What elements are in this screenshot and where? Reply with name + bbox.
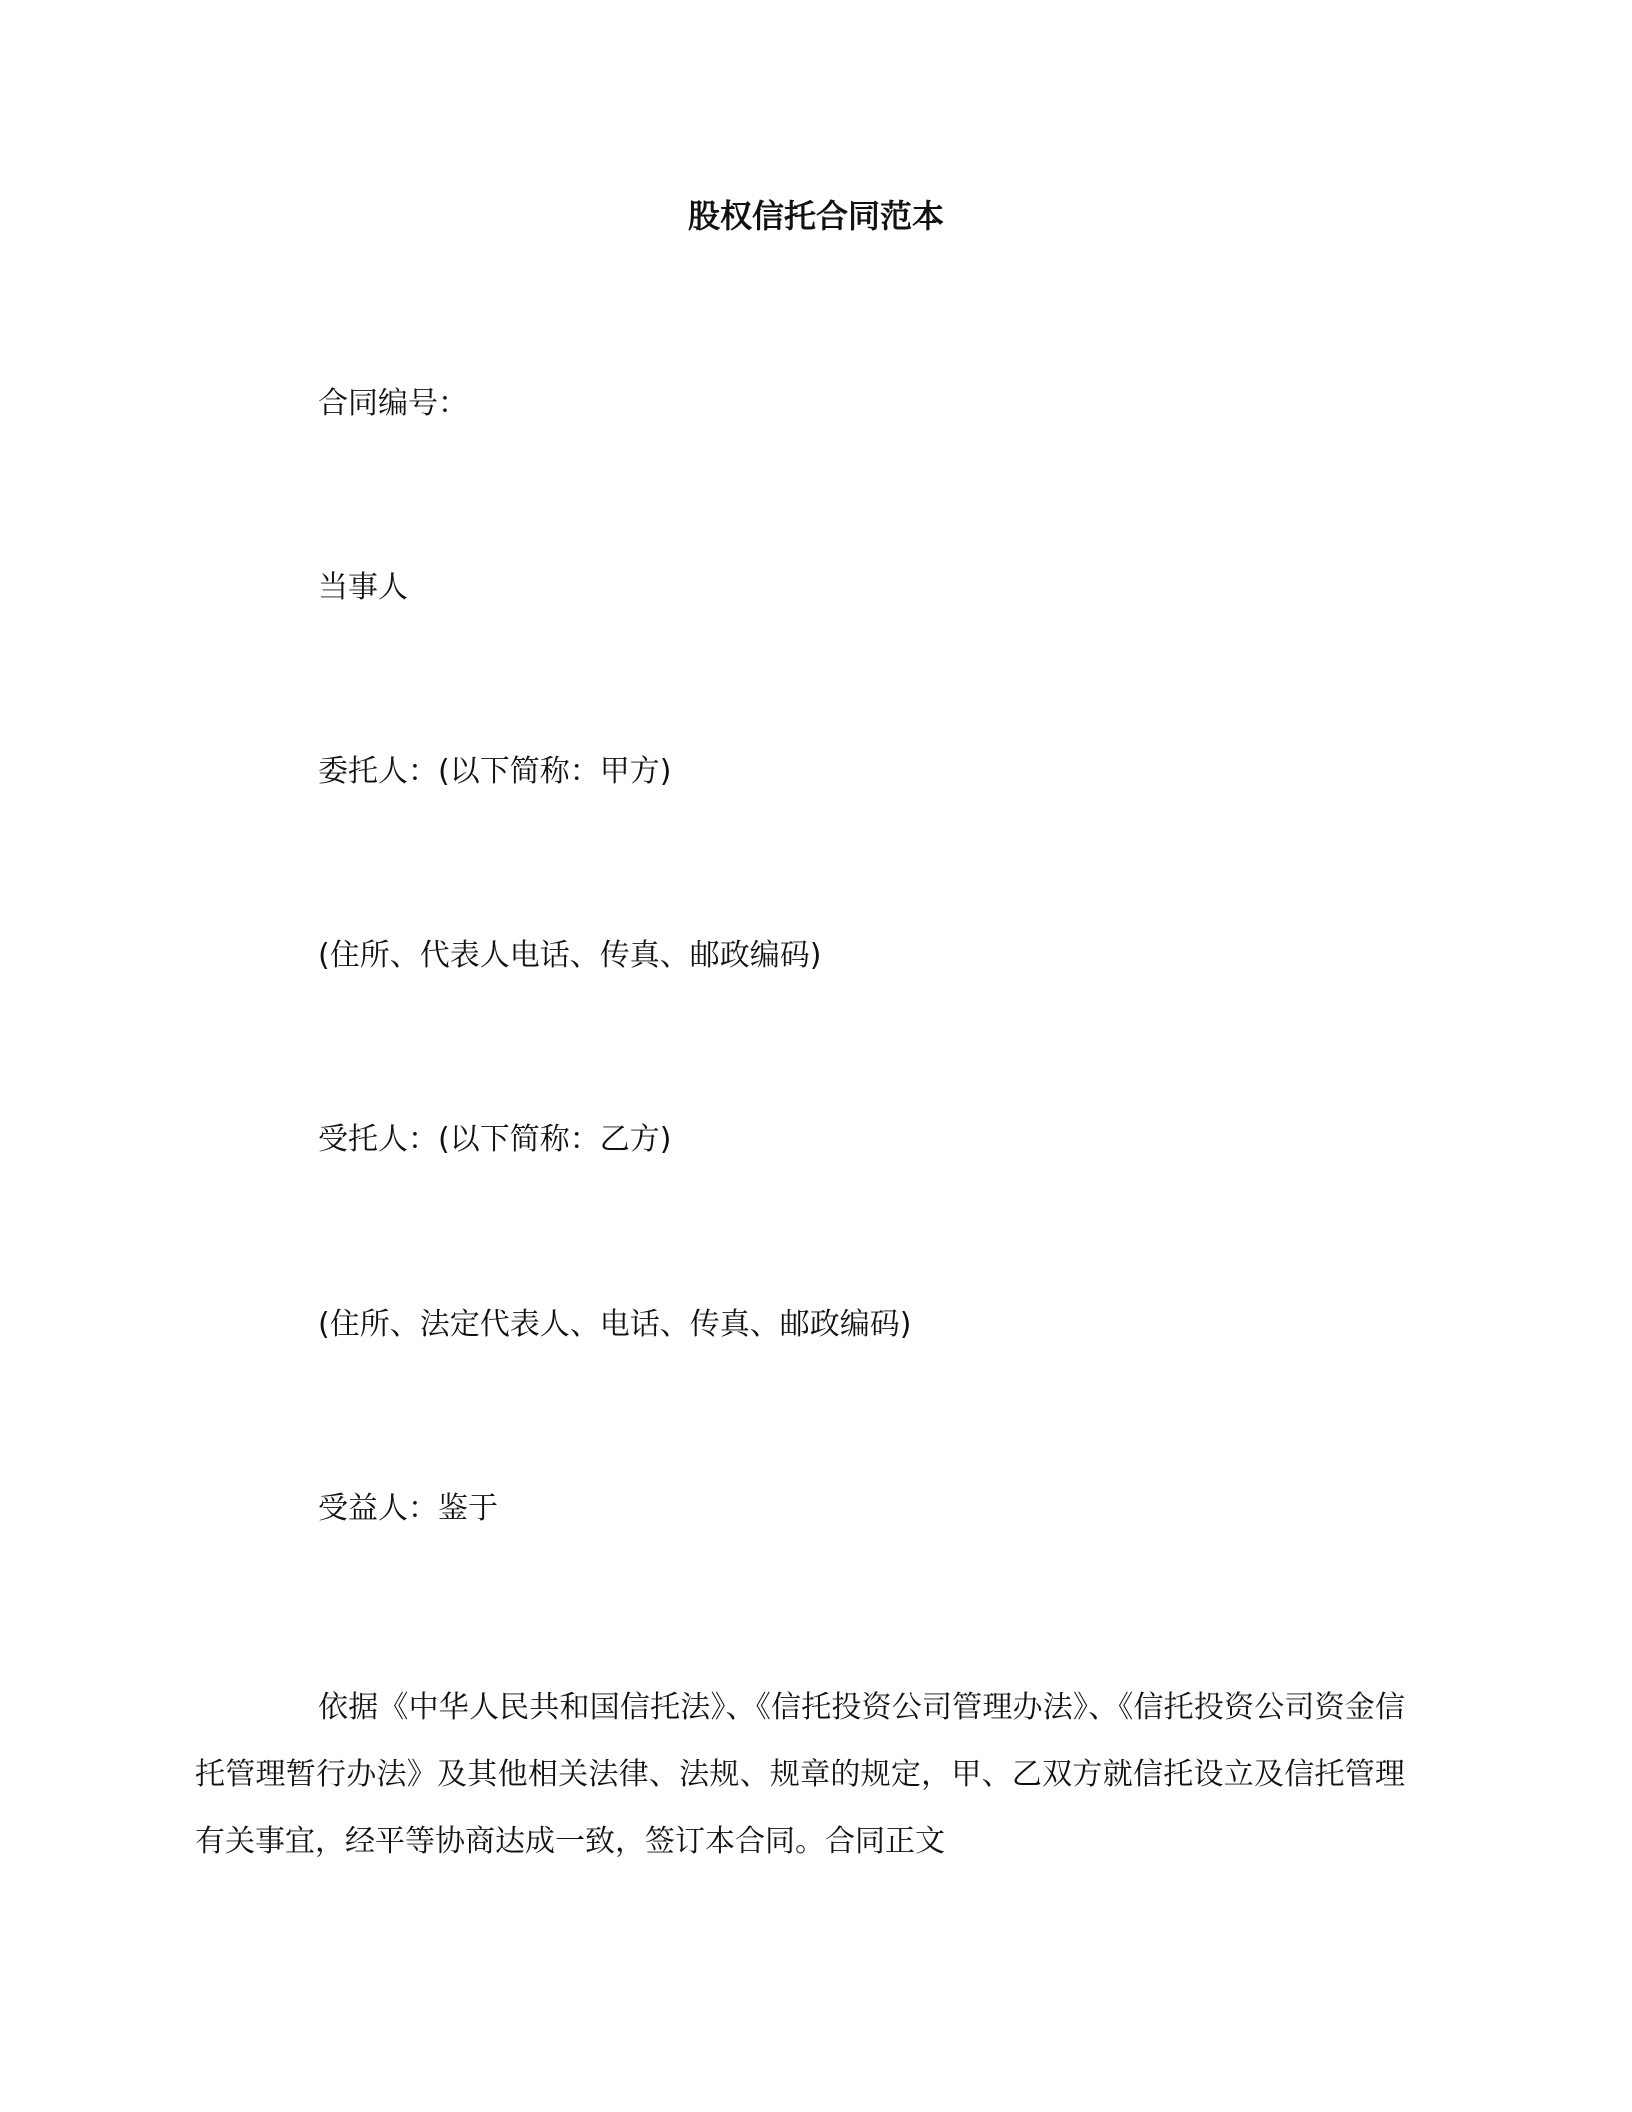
trustee-details-line: (住所、法定代表人、电话、传真、邮政编码) <box>318 1307 912 1342</box>
trustor-line: 委托人：(以下简称：甲方) <box>318 754 672 789</box>
trustee-line: 受托人：(以下简称：乙方) <box>318 1122 672 1157</box>
parties-heading: 当事人 <box>318 570 408 605</box>
document-title: 股权信托合同范本 <box>687 197 944 235</box>
trustor-details-line: (住所、代表人电话、传真、邮政编码) <box>318 938 822 973</box>
beneficiary-line: 受益人：鉴于 <box>318 1491 498 1526</box>
contract-number-label: 合同编号： <box>318 386 468 421</box>
preamble-paragraph: 依据《中华人民共和国信托法》、《信托投资公司管理办法》、《信托投资公司资金信托管理暂行办法》及其他相关法律、法规、规章的规定，甲、乙双方就信托设立及信托管理有关事宜，经平等协商达成一致，签订本合同。合同正文 <box>195 1690 1405 1859</box>
